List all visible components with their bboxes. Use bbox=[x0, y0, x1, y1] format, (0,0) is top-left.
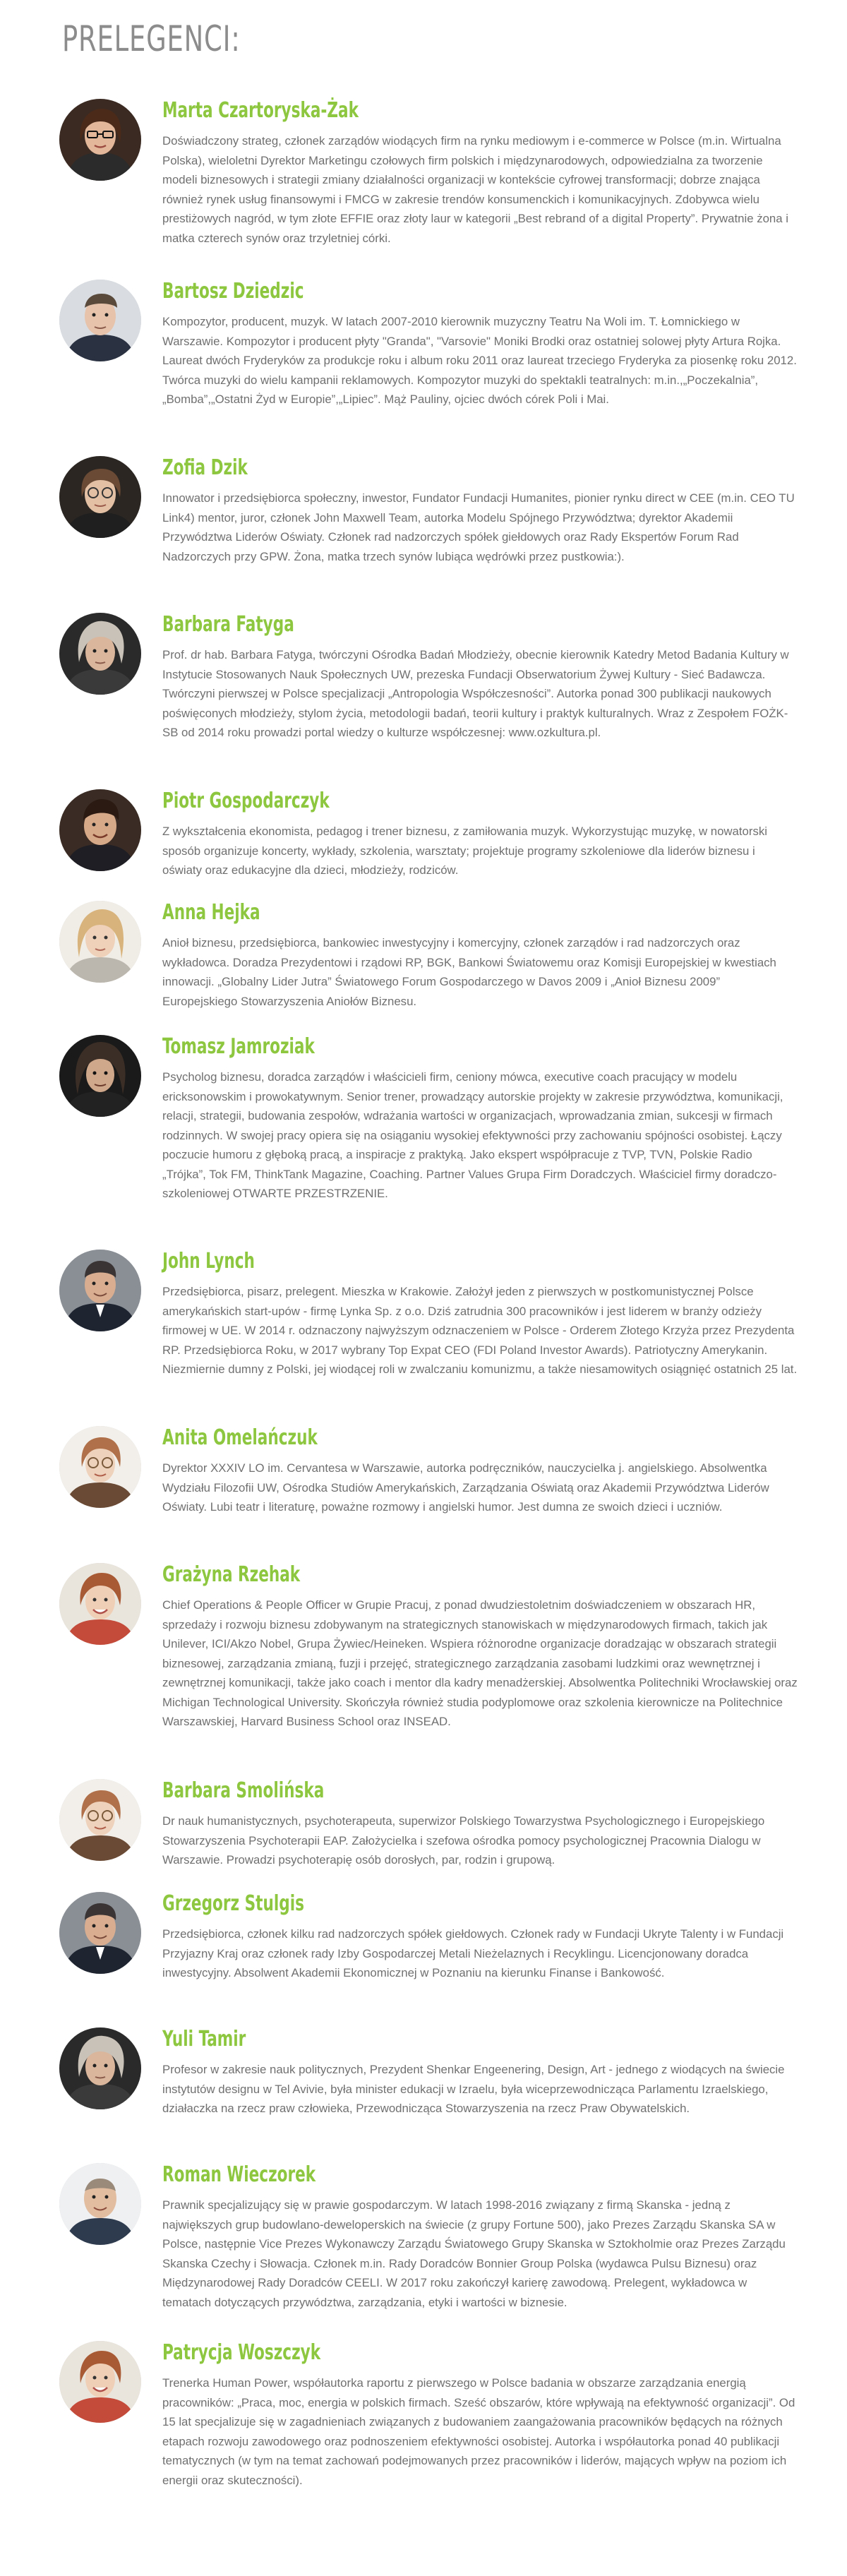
speaker-photo bbox=[59, 1426, 141, 1508]
speaker-bio: Przedsiębiorca, pisarz, prelegent. Mieszka w Krakowie. Założył jeden z pierwszych w postkomunistycznej Polsce amerykańskich start-upów - firmę Lynka Sp. z o.o. Dziś zatrudnia 300 pracowników i jest liderem w branży odzieży firmowej w UE. W 2014 r. odznaczony najwyższym odznaczeniem w Polsce - Orderem Złotego Krzyża przez Prezydenta RP. Przedsiębiorca Roku, w 2017 wybrany Top Expat CEO (FDI Poland Investor Awards). Patriotyczny Amerykanin. Niezmiernie dumny z Polski, jej wiodącej roli w zwalczaniu komunizmu, a także niesamowitych osiągnięć ostatnich 25 lat. bbox=[162, 1285, 798, 1376]
speaker-bio: Przedsiębiorca, członek kilku rad nadzorczych spółek giełdowych. Członek rady w Fundacji Ukryte Talenty i w Fundacji Przyjazny Kraj oraz członek rady Izby Gospodarczej Metali Nieżelaznych i Recyklingu. Licencjonowany doradca inwestycyjny. Absolwent Akademii Ekonomicznej w Poznaniu na kierunku Finanse i Bankowość. bbox=[162, 1927, 784, 1979]
speaker-name: Grzegorz Stulgis bbox=[162, 1891, 304, 1916]
speaker-photo bbox=[59, 2341, 141, 2423]
speaker-photo bbox=[59, 2027, 141, 2109]
speaker-name: Grażyna Rzehak bbox=[162, 1562, 301, 1587]
speaker-name: Yuli Tamir bbox=[162, 2027, 246, 2051]
speaker-bio: Kompozytor, producent, muzyk. W latach 2007-2010 kierownik muzyczny Teatru Na Woli im. T. Łomnickiego w Warszawie. Kompozytor i producent płyty "Granda", "Varsovie" Moniki Brodki oraz ostatniej solowej płyty Artura Rojka. Laureat dwóch Fryderyków za produkcje roku i album roku 2011 oraz laureat trzeciego Fryderyka za piosenkę roku 2012. Twórca muzyki do wielu kampanii reklamowych. Kompozytor muzyki do spektakli teatralnych: m.in.,„Poczekalnia”,„Bomba”,„Ostatni Żyd w Europie”,„Lipiec”. Mąż Pauliny, ojciec dwóch córek Poli i Mai. bbox=[162, 315, 797, 406]
speaker-bio: Chief Operations & People Officer w Grupie Pracuj, z ponad dwudziestoletnim doświadczeniem w obszarach HR, sprzedaży i rozwoju biznesu zdobywanym na strategicznych stanowiskach w międzynarodowych firmach, takich jak Unilever, ICI/Akzo Nobel, Grupa Żywiec/Heineken. Wspiera różnorodne organizacje doradzając w obszarach strategii biznesowej, zarządzania zmianą, fuzji i przejęć, strategicznego zarządzania zasobami ludzkimi oraz wewnętrznej i zewnętrznej komunikacji, także jako coach i mentor dla kadry menadżerskiej. Absolwentka Politechniki Wrocławskiej oraz Michigan Technological University. Skończyła również studia podyplomowe oraz szkolenia kierownicze na Politechnice Warszawskiej, Harvard Business School oraz INSEAD. bbox=[162, 1598, 798, 1728]
speaker-photo bbox=[59, 613, 141, 695]
speaker-photo bbox=[59, 789, 141, 871]
speaker-photo bbox=[59, 280, 141, 361]
speaker-name: Anna Hejka bbox=[162, 900, 260, 925]
speaker-bio: Profesor w zakresie nauk politycznych, Prezydent Shenkar Engeenering, Design, Art - jednego z wiodących na świecie instytutów designu w Tel Avivie, była minister edukacji w Izraelu, była wiceprzewodnicząca Parlamentu Izraelskiego, działaczka na rzecz praw człowieka, Przewodnicząca Stowarzyszenia na rzecz Praw Obywatelskich. bbox=[162, 2063, 785, 2115]
speaker-photo bbox=[59, 901, 141, 983]
speaker-name: Barbara Smolińska bbox=[162, 1778, 325, 1803]
speaker-bio: Psycholog biznesu, doradca zarządów i właścicieli firm, ceniony mówca, executive coach pracujący w modelu ericksonowskim i prowokatywnym. Senior trener, prowadzący autorskie projekty w zakresie przywództwa, komunikacji, relacji, strategii, budowania zespołów, wdrażania wartości w organizacjach, wprowadzania zmian, sukcesji w firmach rodzinnych. W swojej pracy opiera się na osiąganiu wysokiej efektywności przy zachowaniu spójności osobistej. Łączy poczucie humoru z głęboką pracą, a inspiracje z praktyką. Jako ekspert współpracuje z TVP, TVN, Polskie Radio „Trójka”, Tok FM, ThinkTank Magazine, Coaching. Partner Values Grupa Firm Doradczych. Właściciel firmy doradczo-szkoleniowej OTWARTE PRZESTRZENIE. bbox=[162, 1070, 783, 1200]
speaker-name: Piotr Gospodarczyk bbox=[162, 789, 330, 813]
speaker-bio: Z wykształcenia ekonomista, pedagog i trener biznesu, z zamiłowania muzyk. Wykorzystując muzykę, w nowatorski sposób organizuje koncerty, wykłady, szkolenia, warsztaty; projektuje programy szkoleniowe dla liderów biznesu i oświaty oraz edukacyjne dla dzieci, młodzieży, rodziców. bbox=[162, 825, 767, 877]
speaker-photo bbox=[59, 1892, 141, 1974]
speaker-bio: Trenerka Human Power, współautorka raportu z pierwszego w Polsce badania w obszarze zarządzania energią pracowników: „Praca, moc, energia w polskich firmach. Sześć obszarów, które wpływają na efektywność organizacji”. Od 15 lat specjalizuje się w zagadnieniach związanych z budowaniem zaangażowania pracowników będących na różnych etapach rozwoju zawodowego oraz podnoszeniem efektywności osobistej. Autorka i współautorka ponad 40 publikacji tematycznych (w tym na temat zachowań podejmowanych przez pracowników i liderów, mających wpływ na poziom ich energii oraz skuteczności). bbox=[162, 2376, 795, 2487]
speaker-name: Barbara Fatyga bbox=[162, 612, 294, 637]
speaker-photo bbox=[59, 1779, 141, 1861]
speaker-photo bbox=[59, 99, 141, 181]
speaker-name: Anita Omelańczuk bbox=[162, 1425, 318, 1450]
speaker-name: Patrycja Woszczyk bbox=[162, 2340, 321, 2365]
page-title: PRELEGENCI: bbox=[62, 18, 241, 59]
speaker-name: John Lynch bbox=[162, 1249, 255, 1274]
speaker-name: Bartosz Dziedzic bbox=[162, 279, 304, 304]
speaker-bio: Anioł biznesu, przedsiębiorca, bankowiec inwestycyjny i komercyjny, członek zarządów i rad nadzorczych oraz wykładowca. Doradza Prezydentowi i rządowi RP, BGK, Bankowi Światowemu oraz Komisji Europejskiej w kwestiach innowacji. „Globalny Lider Jutra” Światowego Forum Gospodarczego w Davos 2009 i „Anioł Biznesu 2009” Europejskiego Stowarzyszenia Aniołów Biznesu. bbox=[162, 936, 776, 1008]
speaker-photo bbox=[59, 1250, 141, 1331]
speaker-bio: Prawnik specjalizujący się w prawie gospodarczym. W latach 1998-2016 związany z firmą Skanska - jedną z największych grup budowlano-deweloperskich na świecie (z grupy Fortune 500), jako Prezes Zarządu Skanska SA w Polsce, następnie Vice Prezes Wykonawczy Zarządu Światowego Grupy Skanska w Sztokholmie oraz Prezes Zarządu Skanska Czechy i Słowacja. Członek m.in. Rady Doradców Bonnier Group Polska (wydawca Pulsu Biznesu) oraz Międzynarodowej Rady Doradców CEELI. W 2017 roku zakończył karierę zawodową. Prelegent, wykładowca w tematach dotyczących przywództwa, zarządzania, etyki i wartości w biznesie. bbox=[162, 2198, 786, 2309]
speaker-name: Tomasz Jamroziak bbox=[162, 1034, 315, 1059]
speaker-bio: Prof. dr hab. Barbara Fatyga, twórczyni Ośrodka Badań Młodzieży, obecnie kierownik Katedry Metod Badania Kultury w Instytucie Stosowanych Nauk Społecznych UW, prezeska Fundacji Obserwatorium Żywej Kultury - Sieć Badawcza. Twórczyni pierwszej w Polsce specjalizacji „Antropologia Współczesności”. Autorka ponad 300 publikacji naukowych poświęconych młodzieży, stylom życia, metodologii badań, teorii kultury i praktyk kulturalnych. Wraz z Zespołem FOŻK-SB od 2014 roku prowadzi portal wiedzy o kulturze współczesnej: www.ozkultura.pl. bbox=[162, 648, 789, 739]
speaker-name: Roman Wieczorek bbox=[162, 2162, 316, 2187]
speaker-bio: Dr nauk humanistycznych, psychoterapeuta, superwizor Polskiego Towarzystwa Psychologicznego i Europejskiego Stowarzyszenia Psychoterapii EAP. Założycielka i szefowa ośrodka pomocy psychologicznej Pracownia Dialogu w Warszawie. Prowadzi psychoterapię osób dorosłych, par, rodzin i grupową. bbox=[162, 1814, 765, 1867]
speaker-bio: Innowator i przedsiębiorca społeczny, inwestor, Fundator Fundacji Humanites, pionier rynku direct w CEE (m.in. CEO TU Link4) mentor, juror, członek John Maxwell Team, autorka Modelu Spójnego Przywództwa; dyrektor Akademii Przywództwa Liderów Oświaty. Członek rad nadzorczych spółek giełdowych oraz Rady Ekspertów Forum Rad Nadzorczych przy GPW. Żona, matka trzech synów lubiąca wędrówki przez pustkowia:). bbox=[162, 491, 795, 563]
speaker-name: Zofia Dzik bbox=[162, 455, 248, 480]
speaker-name: Marta Czartoryska-Żak bbox=[162, 98, 359, 123]
speaker-photo bbox=[59, 1563, 141, 1645]
speaker-photo bbox=[59, 2163, 141, 2245]
speaker-bio: Dyrektor XXXIV LO im. Cervantesa w Warszawie, autorka podręczników, nauczycielka j. angielskiego. Absolwentka Wydziału Filozofii UW, Ośrodka Studiów Amerykańskich, Zarządzania Oświatą oraz Akademii Przywództwa Liderów Oświaty. Lubi teatr i literaturę, poważne rozmowy i angielski humor. Jest dumna ze swoich dzieci i uczniów. bbox=[162, 1461, 769, 1514]
speaker-photo bbox=[59, 1035, 141, 1117]
speaker-photo bbox=[59, 456, 141, 538]
speaker-bio: Doświadczony strateg, członek zarządów wiodących firm na rynku mediowym i e-commerce w Polsce (m.in. Wirtualna Polska), wieloletni Dyrektor Marketingu czołowych firm polskich i międzynarodowych, odpowiedzialna za tworzenie modeli biznesowych i strategii zmiany działalności organizacji w kontekście cyfrowej transformacji; dobrze znająca również rynek usług finansowymi i FMCG w zakresie trendów konsumenckich i komunikacyjnych. Zdobywca wielu prestiżowych nagród, w tym złote EFFIE oraz złoty laur w kategorii „Best rebrand of a digital Property”. Prywatnie żona i matka czterech synów oraz trzyletniej córki. bbox=[162, 134, 788, 245]
